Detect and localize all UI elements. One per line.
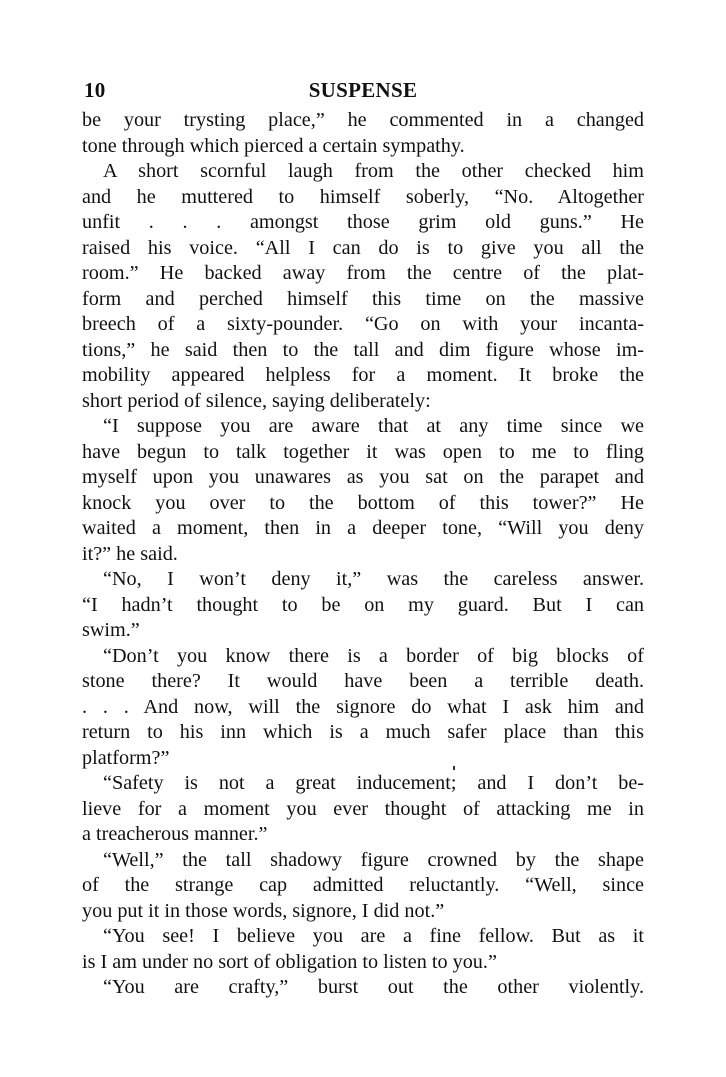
text-line: swim.”: [82, 619, 140, 641]
text-line: be your trysting place,” he commented in a changed: [82, 109, 644, 131]
text-line: knock you over to the bottom of this tower?” He: [82, 491, 644, 514]
text-line: have begun to talk together it was open to me to fling: [82, 440, 644, 463]
print-speck: [453, 766, 455, 770]
text-line: myself upon you unawares as you sat on the parapet and: [82, 466, 644, 488]
page-number: 10: [84, 78, 106, 102]
book-page: [82, 74, 644, 1001]
text-line: you put it in those words, signore, I did not.”: [82, 899, 445, 922]
text-line: a treacherous manner.”: [82, 823, 268, 845]
text-line: lieve for a moment you ever thought of attacking me in: [82, 797, 644, 820]
body-text: [82, 108, 644, 1001]
text-line: return to his inn which is a much safer place than this: [82, 721, 644, 743]
text-line: tions,” he said then to the tall and dim figure whose im-: [82, 338, 644, 361]
running-title: SUSPENSE: [308, 78, 418, 102]
text-line: breech of a sixty-pounder. “Go on with your incanta-: [82, 313, 644, 335]
text-line: of the strange cap admitted reluctantly. “Well, since: [82, 874, 644, 896]
text-line: . . . And now, will the signore do what I ask him and: [82, 695, 644, 718]
text-line: waited a moment, then in a deeper tone, “Will you deny: [82, 517, 644, 539]
text-line: “You see! I believe you are a fine fellow. But as it: [103, 925, 644, 947]
text-line: tone through which pierced a certain sympathy.: [82, 134, 465, 157]
text-line: it?” he said.: [82, 542, 178, 565]
text-line: “I suppose you are aware that at any time since we: [103, 415, 644, 437]
text-line: is I am under no sort of obligation to listen to you.”: [82, 950, 497, 973]
text-line: “Don’t you know there is a border of big blocks of: [103, 644, 644, 667]
text-line: stone there? It would have been a terrible death.: [82, 670, 644, 692]
text-line: unfit . . . amongst those grim old guns.” He: [82, 211, 644, 233]
text-line: form and perched himself this time on the massive: [82, 287, 644, 310]
text-line: “You are crafty,” burst out the other violently.: [103, 976, 644, 998]
text-line: raised his voice. “All I can do is to give you all the: [82, 236, 644, 259]
running-head: [82, 74, 644, 108]
text-line: A short scornful laugh from the other checked him: [103, 160, 644, 182]
text-line: “Safety is not a great inducement; and I don’t be-: [103, 772, 644, 794]
text-line: room.” He backed away from the centre of the plat-: [82, 262, 644, 284]
text-line: “No, I won’t deny it,” was the careless answer.: [103, 568, 644, 590]
text-line: mobility appeared helpless for a moment. It broke the: [82, 364, 644, 386]
text-line: “Well,” the tall shadowy figure crowned by the shape: [103, 848, 644, 871]
text-line: short period of silence, saying deliberately:: [82, 389, 431, 412]
text-line: “I hadn’t thought to be on my guard. But I can: [82, 593, 644, 616]
text-line: and he muttered to himself soberly, “No. Altogether: [82, 185, 644, 208]
text-line: platform?”: [82, 746, 170, 769]
